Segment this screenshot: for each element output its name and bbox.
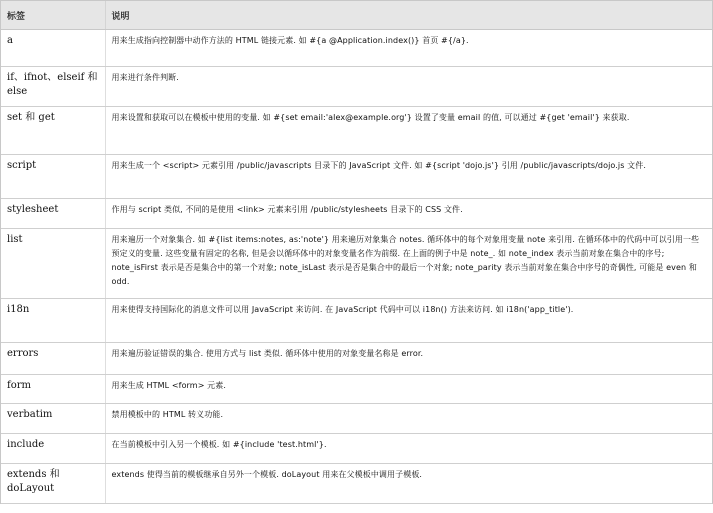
table-row [1,343,712,375]
description-cell: 用来生成 HTML <form> 元素. [105,375,712,404]
table-row [1,199,712,229]
tag-reference-table [1,1,712,504]
column-header-description: 说明 [105,1,712,30]
tag-cell: script [1,155,105,199]
description-cell: 用来生成指向控制器中动作方法的 HTML 链接元素. 如 #{a @Application.index()} 首页 #{/a}. [105,30,712,67]
tag-cell: a [1,30,105,67]
tag-cell: form [1,375,105,404]
tag-cell: verbatim [1,404,105,434]
description-cell: 用来遍历一个对象集合. 如 #{list items:notes, as:'note'} 用来遍历对象集合 notes. 循环体中的每个对象用变量 note 来引用. 在循环体中的代码中可以引用一些预定义的变量. 这些变量有固定的名称, 但是会以循环体中的对象变量名作为前缀. 在上面的例子中是 note_. 如 note_index 表示当前对象在集合中的序号; note_isFirst 表示是否是集合中的第一个对象; note_isLast 表示是否是集合中的最后一个对象; note_parity 表示当前对象在集合中序号的奇偶性, 可能是 even 和 odd. [105,229,712,299]
table-row [1,30,712,67]
table-row [1,404,712,434]
table-row [1,67,712,107]
description-cell: 用来使得支持国际化的消息文件可以用 JavaScript 来访问. 在 JavaScript 代码中可以 i18n() 方法来访问. 如 i18n('app_title'). [105,299,712,343]
tag-cell: if、ifnot、elseif 和 else [1,67,105,107]
table-row [1,229,712,299]
tag-cell: include [1,434,105,464]
tag-cell: i18n [1,299,105,343]
description-cell: 禁用模板中的 HTML 转义功能. [105,404,712,434]
description-cell: 用来进行条件判断. [105,67,712,107]
tag-cell: set 和 get [1,107,105,155]
description-cell: 在当前模板中引入另一个模板. 如 #{include 'test.html'}. [105,434,712,464]
tag-cell: stylesheet [1,199,105,229]
table-row [1,464,712,504]
table-row [1,434,712,464]
table-row [1,299,712,343]
table-row [1,155,712,199]
description-cell: 用来生成一个 <script> 元素引用 /public/javascripts 目录下的 JavaScript 文件. 如 #{script 'dojo.js'} 引用 /public/javascripts/dojo.js 文件. [105,155,712,199]
tag-cell: extends 和 doLayout [1,464,105,504]
tag-cell: list [1,229,105,299]
table-header-row [1,1,712,30]
table-row [1,107,712,155]
description-cell: 用来遍历验证错误的集合. 使用方式与 list 类似. 循环体中使用的对象变量名称是 error. [105,343,712,375]
description-cell: extends 使得当前的模板继承自另外一个模板. doLayout 用来在父模板中调用子模板. [105,464,712,504]
description-cell: 用来设置和获取可以在模板中使用的变量. 如 #{set email:'alex@example.org'} 设置了变量 email 的值, 可以通过 #{get 'email'} 来获取. [105,107,712,155]
table-row [1,375,712,404]
description-cell: 作用与 script 类似, 不同的是使用 <link> 元素来引用 /public/stylesheets 目录下的 CSS 文件. [105,199,712,229]
column-header-tag: 标签 [1,1,105,30]
tag-cell: errors [1,343,105,375]
